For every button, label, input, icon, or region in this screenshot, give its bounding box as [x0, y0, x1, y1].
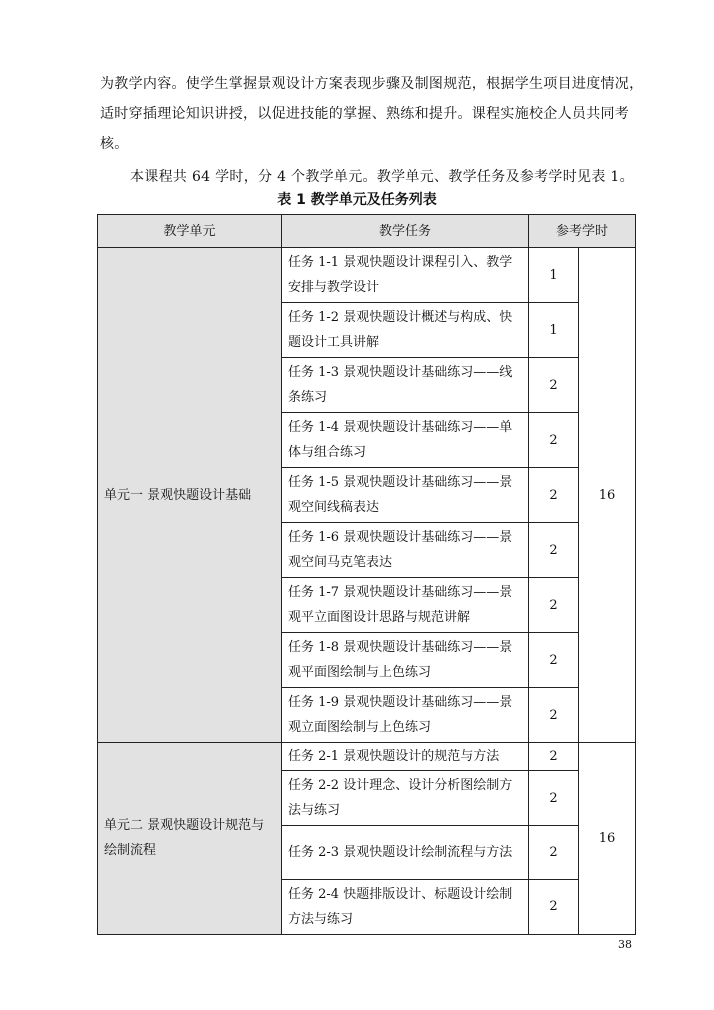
- task-hours: 1: [529, 248, 579, 303]
- paragraph-line-1: 为教学内容。使学生掌握景观设计方案表现步骤及制图规范，根据学生项目进度情况，: [100, 76, 644, 92]
- task-cell: 任务 1-9 景观快题设计基础练习——景观立面图绘制与上色练习: [282, 688, 529, 743]
- header-hours: 参考学时: [529, 215, 636, 248]
- task-hours: 2: [529, 826, 579, 880]
- task-hours: 2: [529, 413, 579, 468]
- task-cell: 任务 1-8 景观快题设计基础练习——景观平面图绘制与上色练习: [282, 633, 529, 688]
- unit-name: 单元二 景观快题设计规范与绘制流程: [98, 743, 282, 935]
- table-header-row: [98, 215, 636, 248]
- task-cell: 任务 1-5 景观快题设计基础练习——景观空间线稿表达: [282, 468, 529, 523]
- task-cell: 任务 1-4 景观快题设计基础练习——单体与组合练习: [282, 413, 529, 468]
- task-hours: 2: [529, 578, 579, 633]
- task-hours: 2: [529, 743, 579, 771]
- task-cell: 任务 2-2 设计理念、设计分析图绘制方法与练习: [282, 771, 529, 826]
- task-cell: 任务 2-4 快题排版设计、标题设计绘制方法与练习: [282, 879, 529, 934]
- task-cell: 任务 1-6 景观快题设计基础练习——景观空间马克笔表达: [282, 523, 529, 578]
- task-hours: 2: [529, 688, 579, 743]
- task-cell: 任务 1-1 景观快题设计课程引入、教学安排与教学设计: [282, 248, 529, 303]
- unit-name: 单元一 景观快题设计基础: [98, 248, 282, 743]
- task-hours: 1: [529, 303, 579, 358]
- task-hours: 2: [529, 633, 579, 688]
- task-cell: 任务 1-3 景观快题设计基础练习——线条练习: [282, 358, 529, 413]
- teaching-units-table: [97, 214, 636, 935]
- header-unit: 教学单元: [98, 215, 282, 248]
- task-hours: 2: [529, 523, 579, 578]
- task-cell: 任务 1-2 景观快题设计概述与构成、快题设计工具讲解: [282, 303, 529, 358]
- paragraph-line-4: 本课程共 64 学时，分 4 个教学单元。教学单元、教学任务及参考学时见表 1。: [130, 169, 634, 185]
- task-hours: 2: [529, 879, 579, 934]
- task-hours: 2: [529, 771, 579, 826]
- header-task: 教学任务: [282, 215, 529, 248]
- table-row: [98, 248, 636, 303]
- task-cell: 任务 1-7 景观快题设计基础练习——景观平立面图设计思路与规范讲解: [282, 578, 529, 633]
- task-hours: 2: [529, 468, 579, 523]
- task-cell: 任务 2-3 景观快题设计绘制流程与方法: [282, 826, 529, 880]
- table-title: 表 1 教学单元及任务列表: [277, 192, 437, 208]
- page-number: 38: [618, 938, 632, 951]
- paragraph-line-2: 适时穿插理论知识讲授，以促进技能的掌握、熟练和提升。课程实施校企人员共同考: [100, 106, 630, 122]
- task-hours: 2: [529, 358, 579, 413]
- task-cell: 任务 2-1 景观快题设计的规范与方法: [282, 743, 529, 771]
- unit-total-hours: 16: [579, 248, 636, 743]
- unit-total-hours: 16: [579, 743, 636, 935]
- table-row: [98, 743, 636, 771]
- paragraph-line-3: 核。: [100, 136, 129, 152]
